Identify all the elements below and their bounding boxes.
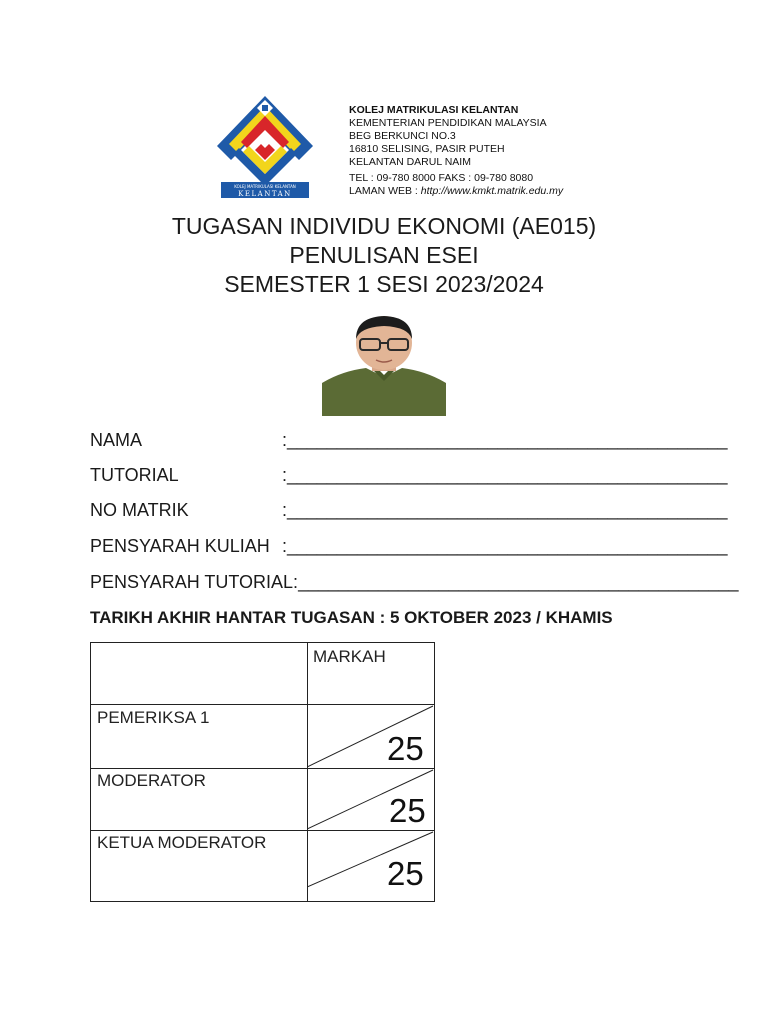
website-url: http://www.kmkt.matrik.edu.my (420, 185, 564, 197)
no-matrik-label: NO MATRIK (90, 500, 189, 520)
address-line-3: KELANTAN DARUL NAIM (349, 156, 471, 168)
nama-label: NAMA (90, 430, 143, 450)
website-line (349, 185, 563, 198)
pensyarah-tutorial-field[interactable]: ____________________________________________ (298, 572, 739, 592)
address-line-2: 16810 SELISING, PASIR PUTEH (349, 143, 505, 155)
form-row-nama (90, 429, 728, 451)
no-matrik-field[interactable]: :____________________________________________ (282, 500, 728, 520)
svg-text:KELANTAN: KELANTAN (238, 190, 292, 198)
form-row-pensyarah-tutorial (90, 571, 739, 593)
pensyarah-kuliah-field[interactable]: :____________________________________________ (282, 536, 728, 556)
website-label: LAMAN WEB : (349, 185, 421, 197)
title-line-3: SEMESTER 1 SESI 2023/2024 (224, 271, 544, 297)
ministry-name: KEMENTERIAN PENDIDIKAN MALAYSIA (349, 117, 547, 129)
tutorial-field[interactable]: :____________________________________________ (282, 465, 728, 485)
address-line-1: BEG BERKUNCI NO.3 (349, 130, 456, 142)
score-moderator: 25 (389, 792, 426, 829)
tutorial-label: TUTORIAL (90, 465, 179, 485)
row-label-pemeriksa-1: PEMERIKSA 1 (97, 708, 210, 727)
form-row-no-matrik (90, 499, 728, 521)
student-photo (322, 311, 446, 416)
form-row-pensyarah-kuliah (90, 535, 728, 557)
title-line-2: PENULISAN ESEI (289, 242, 479, 268)
pensyarah-kuliah-label: PENSYARAH KULIAH (90, 536, 270, 556)
title-line-1: TUGASAN INDIVIDU EKONOMI (AE015) (171, 213, 597, 239)
college-name: KOLEJ MATRIKULASI KELANTAN (349, 104, 519, 116)
row-label-moderator: MODERATOR (97, 771, 206, 790)
college-address-block (349, 104, 563, 198)
svg-text:KOLEJ MATRIKULASI KELANTAN: KOLEJ MATRIKULASI KELANTAN (234, 184, 296, 189)
submission-deadline: TARIKH AKHIR HANTAR TUGASAN : 5 OKTOBER 2023 / KHAMIS (90, 608, 613, 627)
score-pemeriksa-1: 25 (387, 730, 424, 767)
tel-fax: TEL : 09-780 8000 FAKS : 09-780 8080 (349, 172, 534, 184)
form-row-tutorial (90, 464, 728, 486)
score-ketua-moderator: 25 (387, 855, 424, 892)
college-crest-logo-icon (215, 94, 315, 200)
nama-field[interactable]: :____________________________________________ (282, 430, 728, 450)
document-title (0, 212, 768, 299)
markah-header: MARKAH (313, 647, 386, 666)
row-label-ketua-moderator: KETUA MODERATOR (97, 833, 267, 852)
marks-table (90, 642, 435, 902)
pensyarah-tutorial-label: PENSYARAH TUTORIAL: (90, 572, 299, 592)
